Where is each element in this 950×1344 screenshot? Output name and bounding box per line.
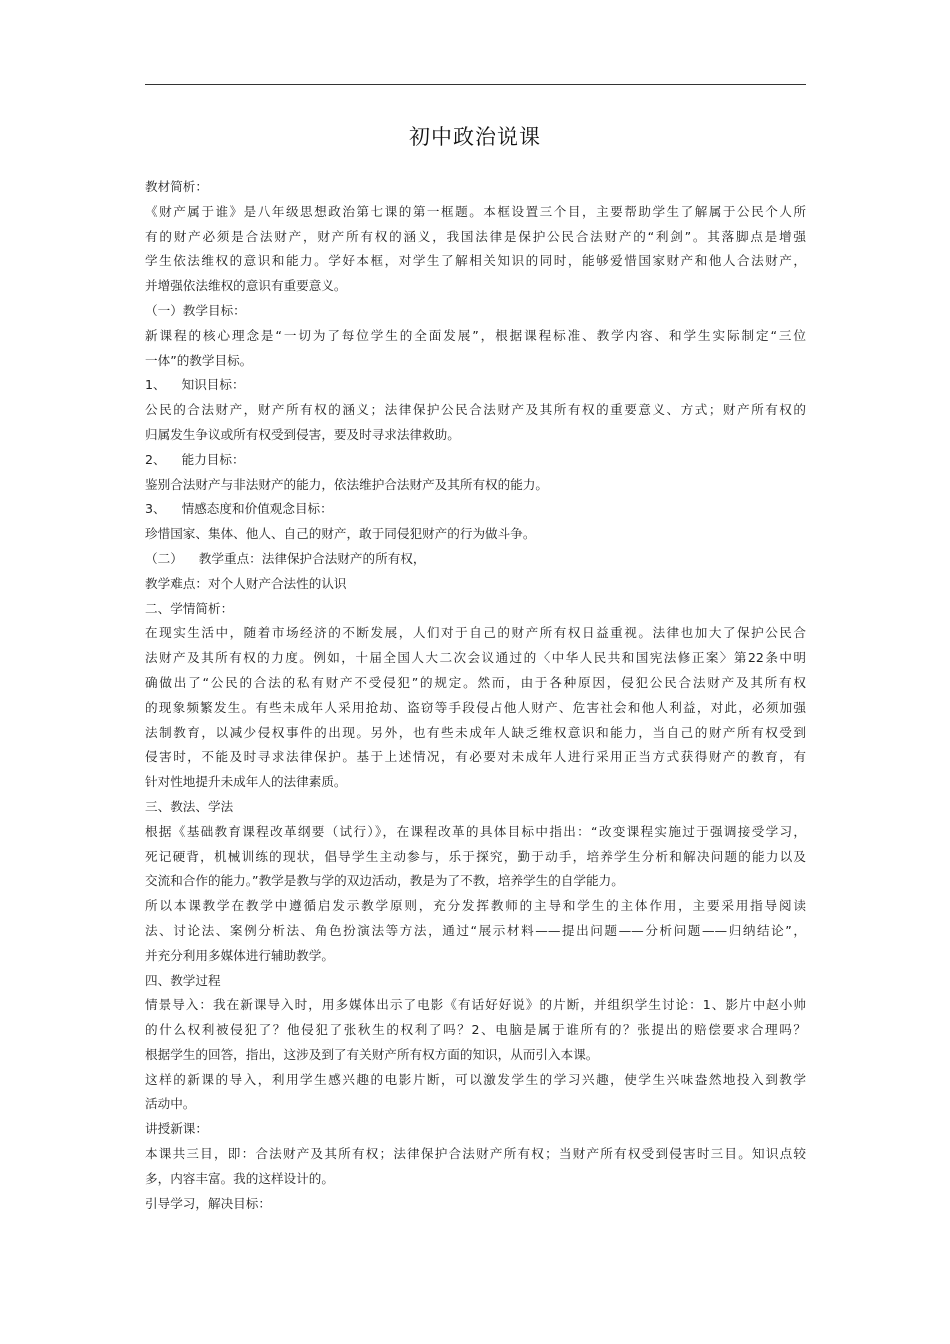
text-line: 《财产属于谁》是八年级思想政治第七课的第一框题。本框设置三个目，主要帮助学生了解属于公民个人所 xyxy=(145,203,806,219)
text-line: 教材简析： xyxy=(145,179,208,194)
text-line: 所以本课教学在教学中遵循启发示教学原则，充分发挥教师的主导和学生的主体作用，主要采用指导阅读 xyxy=(145,898,806,914)
text-line: 并增强依法维权的意识有重要意义。 xyxy=(145,278,347,294)
text-line: 一体”的教学目标。 xyxy=(145,352,253,368)
text-line: 交流和合作的能力。”教学是教与学的双边活动，教是为了不教，培养学生的自学能力。 xyxy=(145,873,624,889)
text-line: 3、 情感态度和价值观念目标： xyxy=(145,501,333,517)
text-line: （一）教学目标： xyxy=(145,302,246,318)
text-line: 归属发生争议或所有权受到侵害，要及时寻求法律救助。 xyxy=(145,426,460,442)
text-line: 珍惜国家、集体、他人、自己的财产，敢于同侵犯财产的行为做斗争。 xyxy=(145,526,536,542)
text-line: 本课共三目，即：合法财产及其所有权；法律保护合法财产所有权；当财产所有权受到侵害时三目。知识点较 xyxy=(145,1146,806,1162)
text-line: 的现象频繁发生。有些未成年人采用抢劫、盗窃等手段侵占他人财产、危害社会和他人利益，对此，必须加强 xyxy=(145,699,806,715)
text-line: 公民的合法财产，财产所有权的涵义；法律保护公民合法财产及其所有权的重要意义、方式；财产所有权的 xyxy=(145,402,806,418)
text-line: 死记硬背，机械训练的现状，倡导学生主动参与，乐于探究，勤于动手，培养学生分析和解决问题的能力以及 xyxy=(145,848,806,864)
text-line: 四、教学过程 xyxy=(145,972,221,988)
text-line: 根据《基础教育课程改革纲要（试行）》，在课程改革的具体目标中指出：“改变课程实施过于强调接受学习， xyxy=(145,823,806,839)
text-line: （二） 教学重点：法律保护合法财产的所有权， xyxy=(145,550,426,566)
text-line: 三、教法、学法 xyxy=(145,798,234,814)
document-body xyxy=(145,175,806,1216)
text-line: 2、 能力目标： xyxy=(145,451,245,467)
text-line: 讲授新课： xyxy=(145,1121,208,1137)
text-line: 侵害时，不能及时寻求法律保护。基于上述情况，有必要对未成年人进行采用正当方式获得财产的教育，有 xyxy=(145,749,806,765)
text-line: 针对性地提升未成年人的法律素质。 xyxy=(145,774,347,790)
text-line: 多，内容丰富。我的这样设计的。 xyxy=(145,1170,334,1186)
text-line: 活动中。 xyxy=(145,1096,196,1112)
text-line: 教学难点：对个人财产合法性的认识 xyxy=(145,575,347,591)
text-line: 有的财产必须是合法财产，财产所有权的涵义，我国法律是保护公民合法财产的“利剑”。其落脚点是增强 xyxy=(145,228,806,244)
text-line: 二、学情简析： xyxy=(145,600,234,616)
text-line: 这样的新课的导入，利用学生感兴趣的电影片断，可以激发学生的学习兴趣，使学生兴味盎然地投入到教学 xyxy=(145,1071,806,1087)
text-line: 法财产及其所有权的力度。例如，十届全国人大二次会议通过的〈中华人民共和国宪法修正案〉第22条中明 xyxy=(145,650,806,666)
text-line: 情景导入：我在新课导入时，用多媒体出示了电影《有话好好说》的片断，并组织学生讨论：1、影片中赵小帅 xyxy=(145,997,806,1013)
header-rule xyxy=(145,84,806,85)
text-line: 并充分利用多媒体进行辅助教学。 xyxy=(145,947,334,963)
text-line: 法制教育，以减少侵权事件的出现。另外，也有些未成年人缺乏维权意识和能力，当自己的财产所有权受到 xyxy=(145,724,806,740)
text-line: 在现实生活中，随着市场经济的不断发展，人们对于自己的财产所有权日益重视。法律也加大了保护公民合 xyxy=(145,625,806,641)
text-line: 1、 知识目标： xyxy=(145,377,245,393)
text-line: 鉴别合法财产与非法财产的能力，依法维护合法财产及其所有权的能力。 xyxy=(145,476,548,492)
document-title: 初中政治说课 xyxy=(409,125,541,149)
text-line: 新课程的核心理念是“一切为了每位学生的全面发展”，根据课程标准、教学内容、和学生实际制定“三位 xyxy=(145,327,806,343)
text-line: 法、讨论法、案例分析法、角色扮演法等方法，通过“展示材料——提出问题——分析问题——归纳结论”， xyxy=(145,922,806,938)
text-line: 学生依法维权的意识和能力。学好本框，对学生了解相关知识的同时，能够爱惜国家财产和他人合法财产， xyxy=(145,253,806,269)
text-line: 的什么权利被侵犯了？他侵犯了张秋生的权利了吗？2、电脑是属于谁所有的？张提出的赔偿要求合理吗？ xyxy=(145,1022,806,1038)
text-line: 引导学习，解决目标： xyxy=(145,1195,271,1211)
text-line: 确做出了“公民的合法的私有财产不受侵犯”的规定。然而，由于各种原因，侵犯公民合法财产及其所有权 xyxy=(145,674,806,690)
text-line: 根据学生的回答，指出，这涉及到了有关财产所有权方面的知识，从而引入本课。 xyxy=(145,1046,599,1062)
